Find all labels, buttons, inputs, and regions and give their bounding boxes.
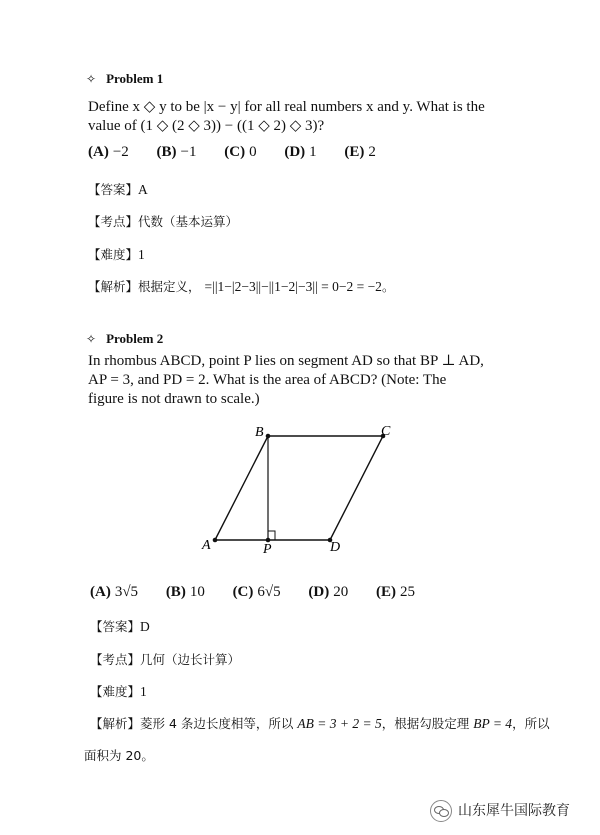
statement-line: In rhombus ABCD, point P lies on segment AD so that BP ⊥ AD, bbox=[88, 353, 484, 369]
choice-a: (A) 3√5 bbox=[90, 584, 139, 600]
statement-line: figure is not drawn to scale.) bbox=[88, 391, 260, 407]
diamond-bullet-icon: ✧ bbox=[86, 72, 97, 86]
problem-1-solution: 【解析】根据定义， =||1−|2−3||−||1−2|−3|| = 0−2 = −2。 bbox=[88, 279, 395, 294]
choice-c: (C) 0 bbox=[224, 144, 257, 160]
rhombus-figure bbox=[195, 418, 415, 563]
solution-math: =||1−|2−3||−||1−2|−3|| = 0−2 = −2 bbox=[204, 279, 382, 294]
choice-d: (D) 1 bbox=[284, 144, 317, 160]
label-a: A bbox=[202, 538, 211, 553]
choice-b: (B) −1 bbox=[156, 144, 197, 160]
problem-1-title: ✧ Problem 1 bbox=[86, 71, 164, 86]
problem-2-statement bbox=[88, 352, 484, 409]
problem-2-answer: 【答案】D bbox=[90, 619, 150, 634]
solution-math: BP = 4 bbox=[473, 716, 513, 731]
choice-b: (B) 10 bbox=[165, 584, 205, 600]
rhombus-outline bbox=[215, 436, 383, 540]
choice-e: (E) 2 bbox=[344, 144, 376, 160]
statement-line: AP = 3, and PD = 2. What is the area of ABCD? (Note: The bbox=[88, 372, 447, 388]
choice-c: (C) 6√5 bbox=[232, 584, 281, 600]
choice-a: (A) −2 bbox=[88, 144, 129, 160]
brand-name: 山东犀牛国际教育 bbox=[458, 803, 570, 819]
vertex-a bbox=[213, 538, 218, 543]
diamond-bullet-icon: ✧ bbox=[86, 332, 97, 346]
label-p: P bbox=[263, 542, 272, 557]
vertex-b bbox=[266, 434, 271, 439]
problem-1-statement bbox=[88, 98, 485, 136]
solution-math: AB = 3 + 2 = 5 bbox=[297, 716, 382, 731]
problem-2-topic: 【考点】几何（边长计算） bbox=[90, 652, 241, 667]
statement-line: Define x ◇ y to be |x − y| for all real numbers x and y. What is the bbox=[88, 99, 485, 115]
problem-1-difficulty: 【难度】1 bbox=[88, 247, 145, 262]
choice-e: (E) 25 bbox=[375, 584, 415, 600]
problem-2-title: ✧ Problem 2 bbox=[86, 331, 164, 346]
label-d: D bbox=[330, 540, 341, 555]
problem-1-choices bbox=[88, 144, 400, 161]
statement-line: value of (1 ◇ (2 ◇ 3)) − ((1 ◇ 2) ◇ 3)? bbox=[88, 118, 325, 134]
problem-2-choices bbox=[90, 584, 439, 601]
choice-d: (D) 20 bbox=[308, 584, 349, 600]
footer-brand bbox=[430, 800, 570, 822]
label-b: B bbox=[255, 425, 264, 440]
problem-1-topic: 【考点】代数（基本运算） bbox=[88, 214, 239, 229]
wechat-icon bbox=[430, 800, 452, 822]
problem-1-answer: 【答案】A bbox=[88, 182, 148, 197]
problem-2-difficulty: 【难度】1 bbox=[90, 684, 147, 699]
problem-2-solution: 【解析】菱形 4 条边长度相等，所以 AB = 3 + 2 = 5，根据勾股定理 BP = 4，所以 bbox=[90, 716, 550, 731]
label-c: C bbox=[381, 424, 391, 439]
problem-2-solution-line2: 面积为 20。 bbox=[84, 748, 154, 763]
